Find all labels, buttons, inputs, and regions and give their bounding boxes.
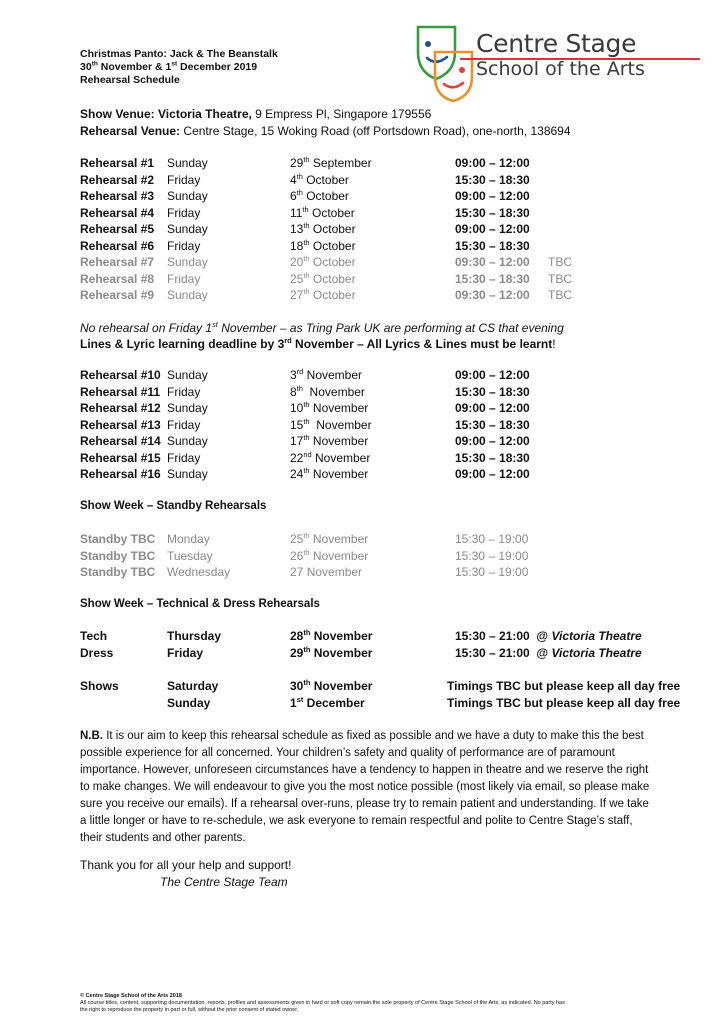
row-label: Standby TBC — [80, 532, 156, 546]
date-suffix: th — [302, 204, 309, 214]
rehearsal-venue-label: Rehearsal Venue: — [80, 124, 181, 138]
date-number: 15 — [290, 417, 304, 432]
notice-text: No rehearsal on Friday 1 — [80, 321, 213, 335]
date-suffix: th — [303, 628, 311, 637]
date-number: 11 — [290, 205, 303, 220]
row-day: Friday — [167, 384, 201, 399]
row-day: Friday — [167, 417, 201, 432]
row-label: Rehearsal #12 — [80, 401, 161, 415]
rehearsal-venue-address: Centre Stage, 15 Woking Road (off Portsdown Road), one-north, 138694 — [180, 124, 571, 138]
row-time: 15:30 – 18:30 — [455, 384, 530, 399]
date-suffix: th — [296, 171, 303, 181]
standby-row — [0, 564, 724, 581]
date-number: 27 — [290, 565, 304, 579]
notice-suffix: rd — [284, 336, 292, 345]
team-signature: The Centre Stage Team — [160, 875, 288, 889]
show-dates — [80, 61, 257, 74]
row-time: 09:00 – 12:00 — [455, 189, 530, 203]
date-month: November — [311, 450, 371, 465]
no-rehearsal-notice — [80, 320, 564, 337]
rehearsal-venue — [80, 123, 571, 140]
row-time: Timings TBC but please keep all day free — [447, 679, 681, 693]
row-day: Friday — [167, 645, 204, 660]
date-number: 30 — [290, 679, 304, 693]
row-label: Rehearsal #1 — [80, 156, 155, 170]
row-day: Sunday — [167, 156, 208, 170]
row-time-range: 15:30 – 21:00 @ — [455, 645, 552, 660]
rehearsal-row — [0, 417, 724, 434]
date-number: 30 — [80, 61, 92, 73]
row-date — [290, 384, 365, 401]
date-suffix: th — [303, 400, 310, 409]
tbc-badge: TBC — [548, 271, 572, 286]
row-label: Dress — [80, 645, 114, 660]
thanks-text: Thank you for all your help and support! — [80, 858, 292, 872]
date-number: 25 — [290, 532, 304, 546]
row-day: Tuesday — [167, 548, 213, 563]
row-time: 09:00 – 12:00 — [455, 368, 530, 382]
date-suffix: th — [303, 547, 310, 557]
show-venue-name: Victoria Theatre, — [154, 107, 252, 121]
row-day: Friday — [167, 271, 201, 286]
date-month: December — [303, 695, 365, 710]
date-number: 20 — [290, 255, 304, 269]
row-date — [290, 678, 372, 695]
row-day: Sunday — [167, 467, 208, 481]
rehearsal-row — [0, 271, 724, 288]
date-number: 28 — [290, 629, 304, 643]
row-label: Rehearsal #8 — [80, 271, 155, 286]
row-time: 15:30 – 18:30 — [455, 172, 530, 187]
row-time: 09:30 – 12:00 — [455, 255, 530, 269]
row-time: 15:30 – 19:00 — [455, 565, 529, 579]
logo-subtitle: School of the Arts — [476, 58, 645, 80]
row-date — [290, 450, 370, 467]
row-label: Rehearsal #3 — [80, 189, 155, 203]
tech-dress-section-title: Show Week – Technical & Dress Rehearsals — [80, 598, 320, 610]
row-time: 15:30 – 19:00 — [455, 548, 529, 563]
date-month: October — [302, 172, 349, 187]
date-suffix: th — [91, 60, 98, 68]
row-time: 09:00 – 12:00 — [455, 401, 530, 415]
rehearsal-row — [0, 188, 724, 205]
row-day: Sunday — [167, 368, 208, 382]
row-date — [290, 531, 368, 548]
row-day: Sunday — [167, 255, 208, 269]
date-number: 10 — [290, 401, 304, 415]
date-number: 29 — [290, 156, 304, 170]
date-month: November — [309, 532, 369, 546]
date-number: 24 — [290, 467, 304, 481]
date-number: 8 — [290, 384, 297, 399]
row-date — [290, 287, 356, 304]
row-date — [290, 172, 349, 189]
date-month: September — [309, 156, 372, 170]
row-day: Monday — [167, 532, 210, 546]
date-suffix: th — [303, 433, 310, 442]
show-row — [0, 695, 724, 712]
date-suffix: th — [296, 383, 303, 393]
row-time — [455, 628, 642, 645]
rehearsal-row — [0, 221, 724, 238]
row-time: 09:00 – 12:00 — [455, 222, 530, 236]
date-month: November — [309, 548, 369, 563]
standby-row — [0, 548, 724, 565]
row-time: 15:30 – 18:30 — [455, 417, 530, 432]
date-month: November — [302, 384, 365, 399]
nb-text: It is our aim to keep this rehearsal schedule as fixed as possible and we have a duty to make this the best possible experience for all concerned. Your children’s safety and quality of performance are of paramount importance. However, unforeseen circumstances have a tendency to happen in theatre and we reserve the right to make changes. We will endeavour to give you the most notice possible (most likely via email, so please make sure you receive our emails). If a rehearsal over-runs, please try to remain patient and understanding. If we take a little longer or have to re-schedule, we ask everyone to remain respectful and polite to Centre Stage’s staff, their students and other parents. — [80, 730, 650, 844]
row-date — [290, 695, 365, 712]
notice-text: November – All Lyrics & Lines must be learnt — [291, 337, 553, 351]
row-date — [290, 271, 356, 288]
date-month: November — [310, 679, 373, 693]
rehearsal-row — [0, 172, 724, 189]
row-date — [290, 221, 356, 238]
row-date — [290, 367, 362, 384]
lines-deadline-notice — [80, 336, 556, 353]
notice-text: November – as Tring Park UK are performing at CS that evening — [217, 321, 564, 335]
row-day: Wednesday — [167, 565, 231, 579]
date-number: 22 — [290, 450, 304, 465]
rehearsal-row — [0, 384, 724, 401]
date-number: 25 — [290, 271, 304, 286]
rehearsal-row — [0, 238, 724, 255]
date-suffix: th — [296, 188, 303, 197]
date-suffix: nd — [303, 449, 312, 459]
row-day: Friday — [167, 172, 201, 187]
date-number: 17 — [290, 434, 304, 448]
date-number: 29 — [290, 645, 304, 660]
rehearsal-row — [0, 254, 724, 271]
rehearsal-row — [0, 155, 724, 172]
row-time: 15:30 – 18:30 — [455, 238, 530, 253]
row-time: 09:00 – 12:00 — [455, 156, 530, 170]
show-venue-address: 9 Empress Pl, Singapore 179556 — [251, 107, 432, 121]
date-month: October — [308, 205, 355, 220]
date-text: November & 1 — [97, 61, 172, 73]
logo-title: Centre Stage — [476, 29, 637, 58]
date-suffix: th — [303, 270, 310, 280]
centre-stage-logo — [415, 22, 705, 102]
date-number: 4 — [290, 172, 297, 187]
date-suffix: st — [296, 694, 304, 704]
show-row — [0, 678, 724, 695]
row-venue: Victoria Theatre — [551, 645, 642, 660]
footer-legal-line: All course titles, content, supporting documentation, reports, profiles and assessments given in hard or soft copy remain the sole property of Centre Stage School of the Arts, as indicated. No party has — [80, 1000, 565, 1006]
notice-suffix: st — [212, 320, 218, 329]
row-label: Rehearsal #7 — [80, 255, 155, 269]
row-label: Rehearsal #14 — [80, 434, 161, 448]
date-month: November — [310, 645, 373, 660]
row-day: Sunday — [167, 434, 208, 448]
row-time: 09:00 – 12:00 — [455, 467, 530, 481]
date-month: October — [309, 222, 356, 236]
row-date — [290, 188, 349, 205]
row-label: Standby TBC — [80, 565, 156, 579]
rehearsal-row — [0, 400, 724, 417]
row-date — [290, 548, 368, 565]
row-date — [290, 254, 356, 271]
date-month: October — [309, 238, 356, 253]
footer-copyright: © Centre Stage School of the Arts 2018 — [80, 993, 182, 999]
row-date — [290, 645, 372, 662]
show-venue-label: Show Venue: — [80, 107, 155, 121]
row-time: 15:30 – 19:00 — [455, 532, 529, 546]
row-time: 15:30 – 18:30 — [455, 271, 530, 286]
notice-text: ! — [552, 337, 556, 351]
date-month: November — [303, 368, 362, 382]
date-suffix: th — [303, 237, 310, 247]
row-time: 09:00 – 12:00 — [455, 434, 530, 448]
row-date — [290, 400, 368, 417]
row-date — [290, 564, 362, 581]
row-day: Sunday — [167, 695, 211, 710]
standby-section-title: Show Week – Standby Rehearsals — [80, 500, 267, 512]
footer-legal-line: the right to reproduce the property in part or full, without the prior consent of stated owner. — [80, 1007, 299, 1013]
date-suffix: st — [171, 60, 178, 68]
date-suffix: rd — [296, 367, 304, 376]
row-day: Sunday — [167, 401, 208, 415]
row-label: Shows — [80, 679, 119, 693]
date-suffix: th — [303, 416, 310, 426]
date-number: 13 — [290, 222, 304, 236]
row-time: 15:30 – 18:30 — [455, 205, 530, 220]
date-month: October — [309, 271, 356, 286]
row-day: Saturday — [167, 679, 219, 693]
row-time-range: 15:30 – 21:00 @ — [455, 629, 552, 643]
date-suffix: th — [303, 221, 310, 230]
rehearsal-row — [0, 466, 724, 483]
row-date — [290, 205, 355, 222]
notice-text: Lines & Lyric learning deadline by 3 — [80, 337, 285, 351]
row-date — [290, 238, 356, 255]
row-day: Friday — [167, 450, 201, 465]
date-number: 6 — [290, 189, 297, 203]
nb-label: N.B. — [80, 730, 103, 742]
row-label: Rehearsal #6 — [80, 238, 155, 253]
row-day: Sunday — [167, 288, 208, 302]
row-day: Friday — [167, 205, 201, 220]
date-number: 18 — [290, 238, 304, 253]
row-date — [290, 433, 368, 450]
rehearsal-row — [0, 367, 724, 384]
row-label: Rehearsal #11 — [80, 384, 161, 399]
date-month: November — [309, 401, 369, 415]
date-month: November — [310, 629, 373, 643]
standby-row — [0, 531, 724, 548]
date-suffix: th — [303, 644, 311, 654]
date-month: October — [309, 255, 356, 269]
rehearsal-row — [0, 205, 724, 222]
row-day: Friday — [167, 238, 201, 253]
document-title: Christmas Panto: Jack & The Beanstalk — [80, 48, 278, 60]
show-venue — [80, 106, 431, 123]
rehearsal-row — [0, 287, 724, 304]
document-subtitle: Rehearsal Schedule — [80, 74, 180, 86]
row-day: Sunday — [167, 222, 208, 236]
row-time: 09:30 – 12:00 — [455, 288, 530, 302]
row-time: Timings TBC but please keep all day free — [447, 695, 681, 710]
row-day: Thursday — [167, 629, 222, 643]
date-month: October — [302, 189, 349, 203]
tech-dress-row — [0, 645, 724, 662]
date-number: 1 — [290, 695, 297, 710]
row-label: Rehearsal #15 — [80, 450, 161, 465]
row-label: Rehearsal #16 — [80, 467, 161, 481]
date-suffix: th — [303, 287, 310, 296]
date-month: November — [309, 467, 369, 481]
row-venue: Victoria Theatre — [551, 629, 642, 643]
row-label: Standby TBC — [80, 548, 156, 563]
date-month: October — [309, 288, 356, 302]
row-label: Rehearsal #2 — [80, 172, 155, 187]
row-date — [290, 417, 372, 434]
row-label: Tech — [80, 629, 108, 643]
tbc-badge: TBC — [548, 255, 572, 269]
date-number: 27 — [290, 288, 304, 302]
date-month: November — [309, 434, 369, 448]
row-label: Rehearsal #13 — [80, 417, 161, 432]
tbc-badge: TBC — [548, 288, 572, 302]
row-label: Rehearsal #9 — [80, 288, 155, 302]
row-time: 15:30 – 18:30 — [455, 450, 530, 465]
row-date — [290, 155, 372, 172]
row-day: Sunday — [167, 189, 208, 203]
rehearsal-row — [0, 433, 724, 450]
nb-paragraph — [80, 728, 655, 847]
row-label: Rehearsal #4 — [80, 205, 155, 220]
date-month: November — [309, 417, 372, 432]
date-suffix: th — [303, 678, 311, 687]
date-text: December 2019 — [177, 61, 258, 73]
row-date — [290, 466, 368, 483]
date-month: November — [303, 565, 363, 579]
row-label: Rehearsal #10 — [80, 368, 161, 382]
date-suffix: th — [303, 155, 310, 164]
tech-dress-row — [0, 628, 724, 645]
row-label: Rehearsal #5 — [80, 222, 155, 236]
date-suffix: th — [303, 466, 310, 475]
row-date — [290, 628, 372, 645]
date-suffix: th — [303, 254, 310, 263]
rehearsal-row — [0, 450, 724, 467]
date-number: 26 — [290, 548, 304, 563]
row-time — [455, 645, 642, 662]
date-suffix: th — [303, 531, 310, 540]
date-number: 3 — [290, 368, 297, 382]
